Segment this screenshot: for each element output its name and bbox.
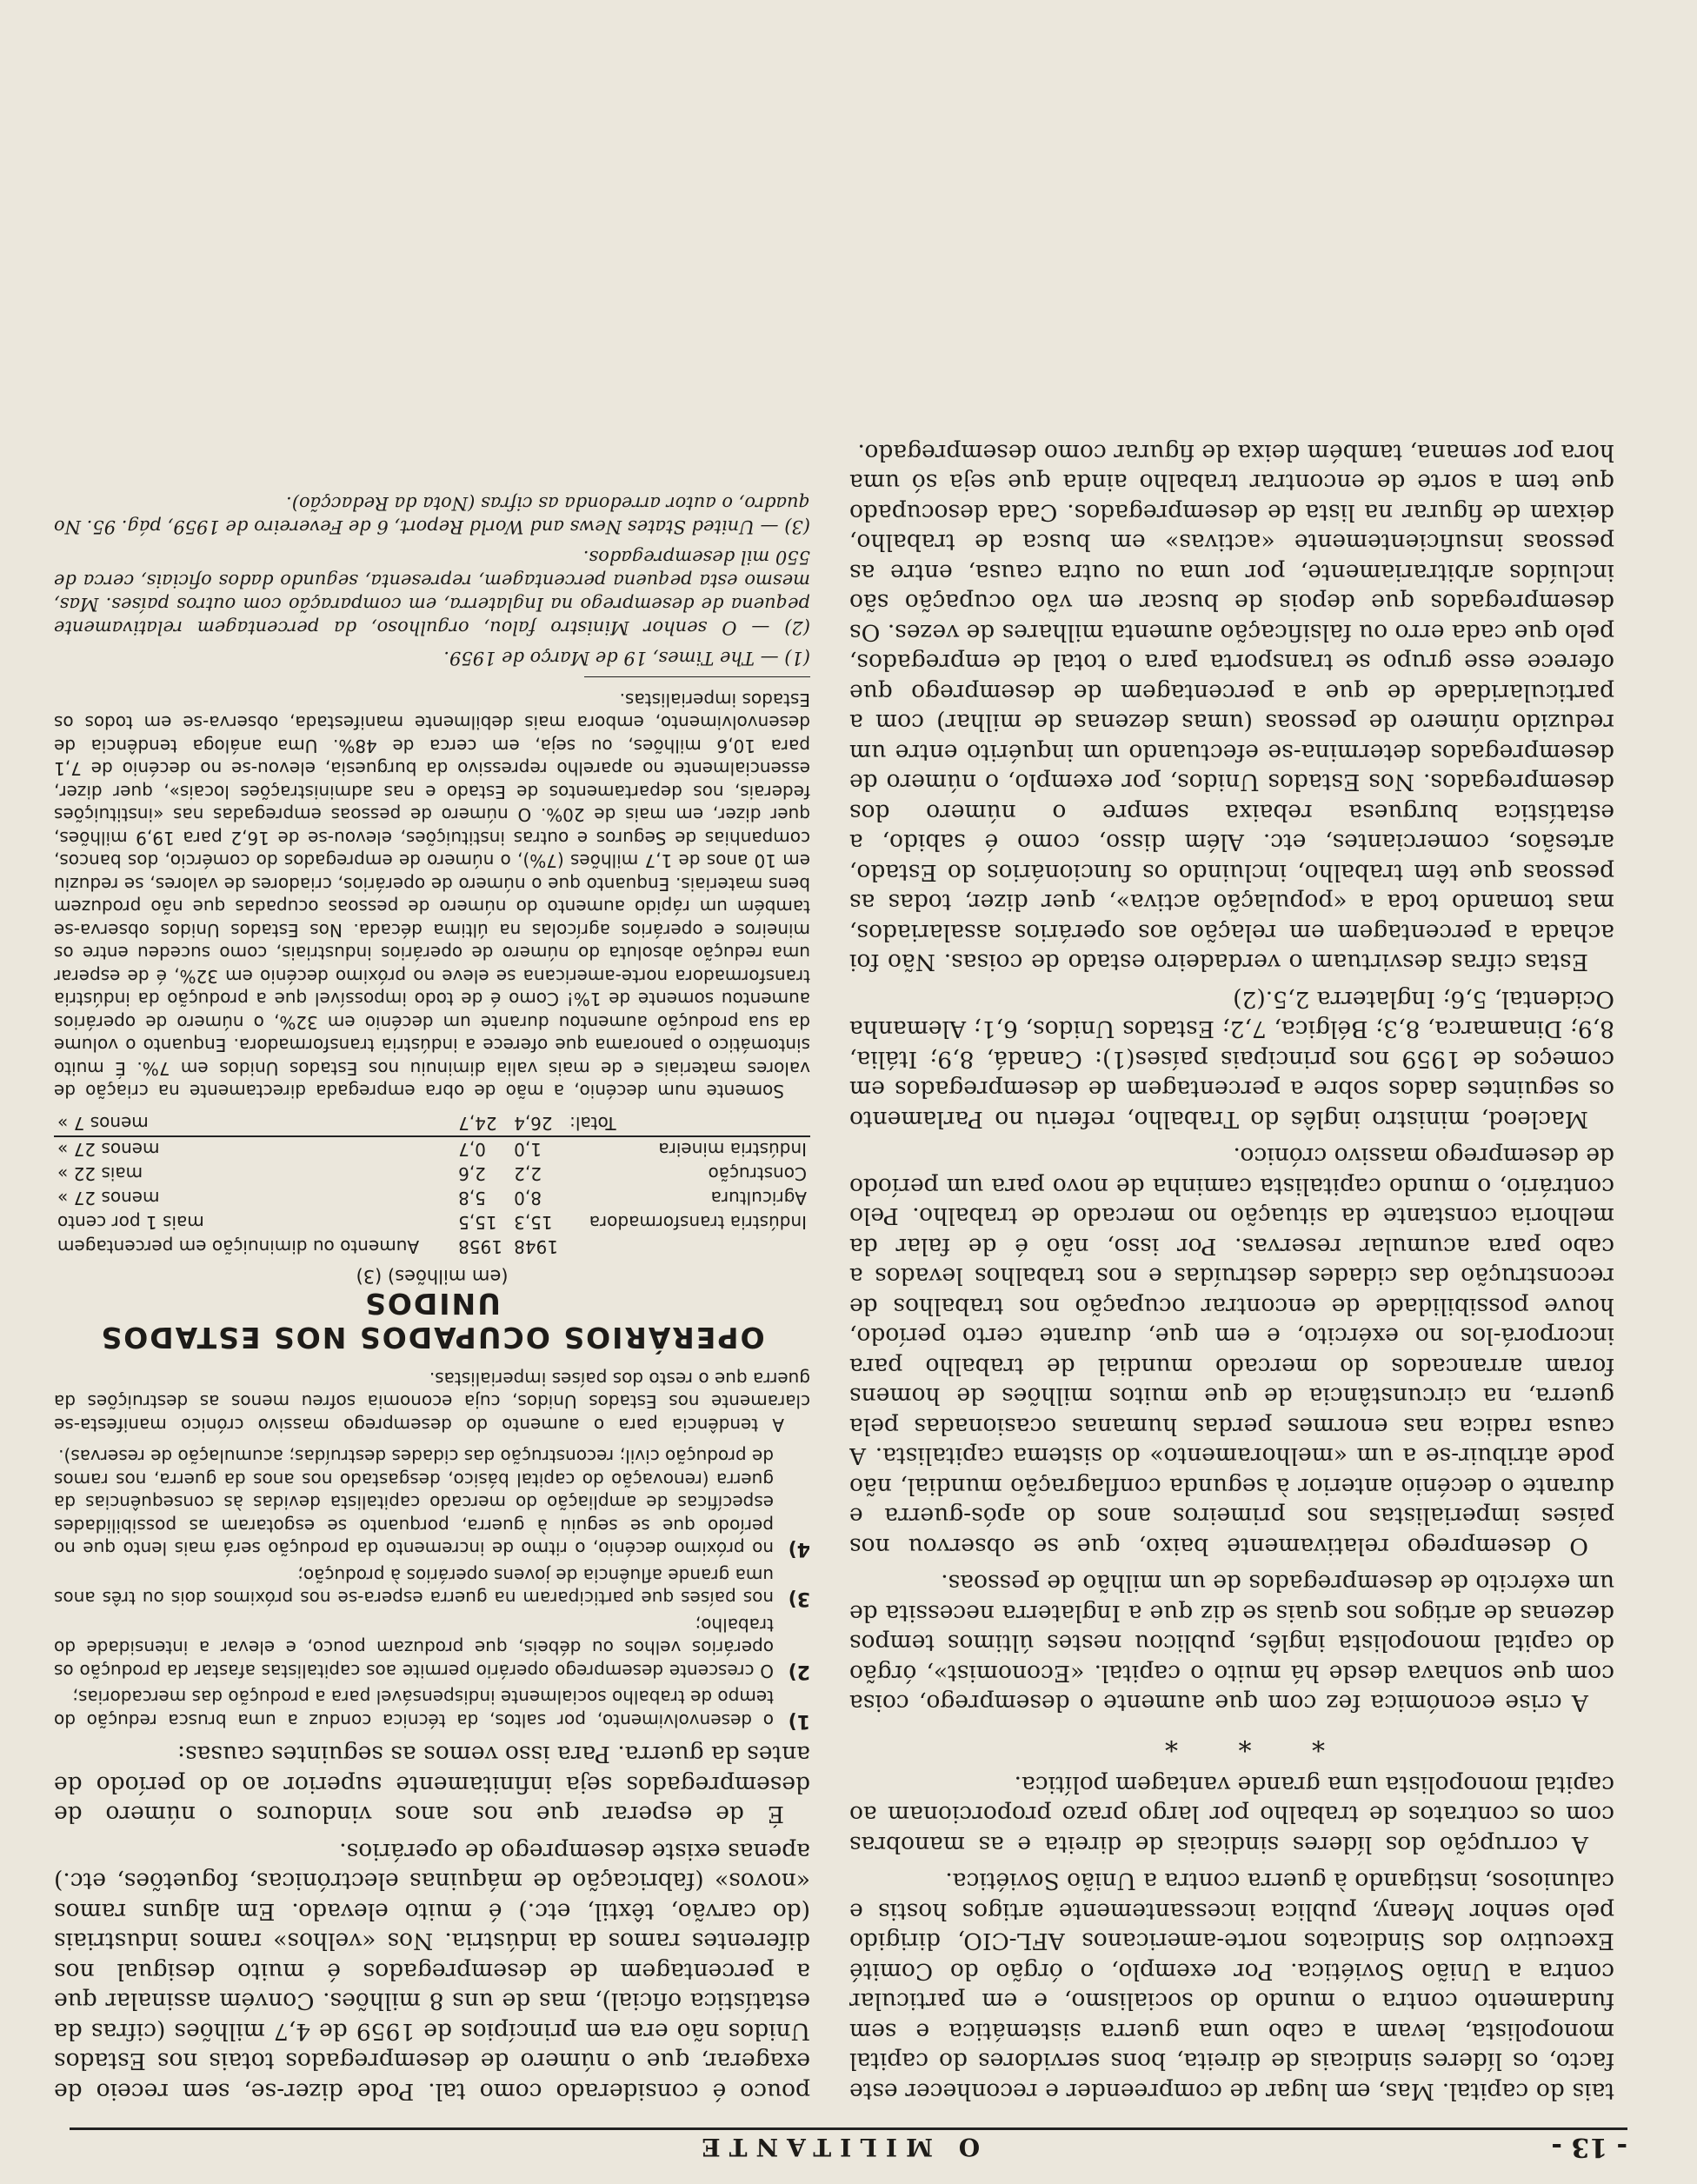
table-row: [54, 1211, 810, 1235]
footnotes: [54, 492, 810, 670]
left-column: [849, 52, 1614, 2106]
table-header-row: [54, 1235, 810, 1260]
paragraph: tais do capital. Mas, em lugar de compreender e reconhecer este facto, os líderes sindicais de direita, bons servidores do capital monopolista, levam a cabo uma guerra sistemática e sem fundamento contra o mundo do socialismo, e em particular contra a União Soviética. Por exemplo, o órgão do Comité Executivo dos Sindicatos norte-americanos AFL-CIO, dirigido pelo senhor Meany, publica incessantemente artigos hostis e caluniosos, instigando à guerra contra a União Soviética.: [849, 1868, 1614, 2105]
paragraph: pouco é considerado como tal. Pode dizer-se, sem receio de exagerar, que o número de desempregados totais nos Estados Unidos não era em princípios de 1959 de 4,7 milhões (cifras da estatística oficial), mas de uns 8 milhões. Convém assinalar que a percentagem de desempregados é muito desigual nos diferentes ramos da indústria. Nos «velhos» ramos industriais (do carvão, têxtil, etc.) é muito elevado. Em alguns ramos «novos» (fabricação de máquinas electrónicas, foguetões, etc.) apenas existe desemprego de operários.: [54, 1838, 810, 2105]
list-item: 4) no próximo decénio, o ritmo de incremento da produção será mais lento que no período que se seguiu à guerra, porquanto se esgotaram as possibilidades específicas de ampliação do mercado capitalista devidas às consequências da guerra (renovação do capital básico, desgastado nos anos da guerra, nos ramos de produção civil; reconstrução das cidades destruídas; acumulação de reservas).: [54, 1446, 810, 1561]
table-cell: Total:: [566, 1112, 810, 1137]
masthead: O MILITANTE: [693, 2133, 981, 2162]
footnote: (1) — The Times, 19 de Março de 1959.: [443, 648, 810, 669]
table-cell: mais 22 »: [57, 1163, 143, 1185]
table-cell: 2,6: [458, 1163, 486, 1185]
paragraph: A tendência para o aumento do desemprego massivo crónico manifesta-se claramente nos Estados Unidos, cuja economia sofreu menos as destruições da guerra que o resto dos países imperialistas.: [54, 1368, 810, 1435]
table-cell: Agricultura: [710, 1188, 807, 1209]
table-cell: Indústria transformadora: [589, 1212, 807, 1234]
table-cell: menos 7 »: [54, 1112, 455, 1137]
cause-text: O crescente desemprego operário permite aos capitalistas afastar da produção os operários velhos ou débeis, que produzam pouco, e elevar a intensidade do trabalho;: [54, 1615, 774, 1681]
paragraph: O desemprego relativamente baixo, que se observou nos países imperialistas nos primeiros anos do após-guerra e durante o decénio anterior à segunda conflagração mundial, não pode atribuir-se a um «melhoramento» do sistema capitalista. A causa radica nas enormes perdas humanas ocasionadas pela guerra, na circunstância de que muitos milhões de homens foram arrancados do mercado mundial de trabalho para incorporá-los no exército, e em que, durante certo período, houve possibilidade de encontrar ocupação nos trabalhos de reconstrução das cidades destruídas e nos trabalhos levados a cabo para acumular reservas. Por isso, não é de falar da melhoria constante da situação no mercado de trabalho. Pelo contrário, o mundo capitalista caminha de novo para um período de desemprego massivo crónico.: [849, 1142, 1614, 1560]
paragraph: É de esperar que nos anos vindouros o número de desempregados seja infinitamente superior ao do período de antes da guerra. Para isso vemos as seguintes causas:: [54, 1741, 810, 1828]
page-number: - 13 -: [1551, 2132, 1627, 2163]
paragraph: Somente num decénio, a mão de obra empregada directamente na criação de valores materiais e de mais valia diminuiu nos Estados Unidos em 7%. É muito sintomático o panorama que oferece a indústria transformadora. Enquanto o volume da sua produção aumentou durante um decénio em 32%, o número de operários aumentou somente de 1%! Como é de todo impossível que a produção da indústria transformadora norte-americana se eleve no próximo decénio em 32%, é de esperar uma redução absoluta do número de operários industriais, como sucedeu entre os mineiros e operários agrícolas na última década. Nos Estados Unidos observa-se também um rápido aumento do número de pessoas ocupadas que não produzem bens materiais. Enquanto que o número de operários, criadores de valores, se reduziu em 10 anos de 1,7 milhões (7%), o número de empregados do comércio, dos bancos, companhias de Seguros e outras instituições, elevou-se de 16,2 para 19,9 milhões, quer dizer, em mais de 20%. O número de pessoas empregadas nas «instituições federais, nos departamentos de Estado e nas administrações locais», quer dizer, essencialmente no aparelho repressivo da burguesia, elevou-se no decénio de 7,1 para 10,6 milhões, ou seja, em cerca de 48%. Uma análoga tendência de desenvolvimento, embora mais debilmente manifestada, observa-se em todos os Estados imperialistas.: [54, 689, 810, 1102]
table-cell: 2,2: [514, 1163, 542, 1185]
cause-text: nos países que participaram na guerra espera-se nos próximos dois ou três anos uma grande afluência de jovens operários à produção;: [54, 1565, 774, 1609]
paragraph: Estas cifras desvirtuam o verdadeiro estado de coisas. Não foi achada a percentagem em relação aos operários assalariados, mas tomando toda a «população activa», quer dizer, todas as pessoas que têm trabalho, incluindo os funcionários do Estado, artesãos, comerciantes, etc. Além disso, como é sabido, a estatística burguesa rebaixa sempre o número dos desempregados. Nos Estados Unidos, por exemplo, o número de desempregados determina-se efectuando um inquérito entre um reduzido número de pessoas (umas dezenas de milhar) com a particularidade de que a percentagem de desemprego que oferece esse grupo se transporta para o total de empregados, pelo que cada erro ou falsificação aumenta milhares de vezes. Os desempregados que depois de buscar em vão ocupação são incluídos arbitrariamente, por uma ou outra causa, entre as pessoas insuficientemente «activas» em busca de trabalho, deixam de figurar na lista de desempregados. Cada desocupado que tem a sorte de encontrar trabalho ainda que seja só uma hora por semana, também deixa de figurar como desempregado.: [849, 439, 1614, 976]
table-cell: 0,7: [458, 1139, 486, 1161]
section-separator: * * *: [1138, 1726, 1326, 1757]
table-header: 1948: [514, 1236, 559, 1258]
list-item: 2) O crescente desemprego operário permite aos capitalistas afastar da produção os operários velhos ou débeis, que produzam pouco, e elevar a intensidade do trabalho;: [54, 1615, 810, 1682]
table-cell: 8,0: [514, 1188, 542, 1209]
paragraph: A corrupção dos líderes sindicais de direita e as manobras com os contratos de trabalho por largo prazo proporcionam ao capital monopolista uma grande vantagem política.: [849, 1771, 1614, 1858]
table-cell: 15,5: [458, 1212, 497, 1234]
table-row: [54, 1137, 810, 1162]
table-row: [54, 1187, 810, 1211]
table-total-row: [54, 1112, 810, 1137]
causes-list: [54, 1445, 810, 1732]
table-cell: 26,4: [510, 1112, 566, 1137]
workers-table: [54, 1112, 810, 1260]
cause-text: o desenvolvimento, por saltos, da técnica conduz a uma brusca redução do tempo de trabalho socialmente indispensável para a produção das mercadorias;: [54, 1687, 774, 1731]
paragraph: Macleod, ministro inglês do Trabalho, referiu no Parlamento os seguintes dados sobre a percentagem de desempregados em começos de 1959 nos principais países(1): Canadá, 8,9; Itália, 8,9; Dinamarca, 8,3; Bélgica, 7,2; Estados Unidos, 6,1; Alemanha Ocidental, 5,6; Inglaterra 2,5.(2): [849, 986, 1614, 1133]
table-cell: 5,8: [458, 1188, 486, 1209]
list-item: 3) nos países que participaram na guerra espera-se nos próximos dois ou três anos uma grande afluência de jovens operários à produção;: [54, 1565, 810, 1610]
table-cell: 1,0: [514, 1139, 542, 1161]
cause-text: no próximo decénio, o ritmo de incremento da produção será mais lento que no período que se seguiu à guerra, porquanto se esgotaram as possibilidades específicas de ampliação do mercado capitalista devidas às consequências da guerra (renovação do capital básico, desgastado nos anos da guerra, nos ramos de produção civil; reconstrução das cidades destruídas; acumulação de reservas).: [54, 1446, 774, 1560]
table-cell: 24,7: [455, 1112, 510, 1137]
table-cell: 15,3: [514, 1212, 553, 1234]
table-cell: menos 27 »: [57, 1188, 160, 1209]
table-header: 1958: [458, 1236, 502, 1258]
table-cell: Indústria mineira: [658, 1139, 807, 1161]
table-title: OPERÁRIOS OCUPADOS NOS ESTADOS UNIDOS: [99, 1287, 765, 1355]
table-subtitle: (em milhões) (3): [356, 1266, 509, 1288]
table-cell: Construção: [708, 1163, 807, 1185]
table-header: Aumento ou diminuição em percentagem: [57, 1236, 420, 1258]
page-header: [70, 2127, 1627, 2165]
table-cell: menos 27 »: [57, 1139, 160, 1161]
list-item: 1) o desenvolvimento, por saltos, da técnica conduz a uma brusca redução do tempo de trabalho socialmente indispensável para a produção das mercadorias;: [54, 1687, 810, 1732]
table-header: [566, 1235, 810, 1260]
footnote: (2) — O senhor Ministro falou, orgulhoso, da percentagem relativamente pequena de desemprego na Inglaterra, em comparação com outros países. Mas, mesmo esta pequena percentagem, representa, segundo dados oficiais, cerca de 550 mil desempregados.: [54, 547, 810, 639]
footnote-divider: [584, 677, 810, 678]
paragraph: A crise económica fez com que aumente o desemprego, coisa com que sonhava desde há muito o capital. «Economist», órgão do capital monopolista inglês, publicou nestes últimos tempos dezenas de artigos nos quais se diz que a Inglaterra necessita de um exército de desempregados de um milhão de pessoas.: [849, 1569, 1614, 1717]
footnote: (3) — United States News and World Report, 6 de Fevereiro de 1959, pág. 95. No quadro, o autor arredonda as cifras (Nota da Redacção).: [54, 493, 810, 538]
right-column: [54, 52, 810, 2106]
table-cell: mais 1 por cento: [57, 1212, 204, 1234]
table-row: [54, 1162, 810, 1187]
